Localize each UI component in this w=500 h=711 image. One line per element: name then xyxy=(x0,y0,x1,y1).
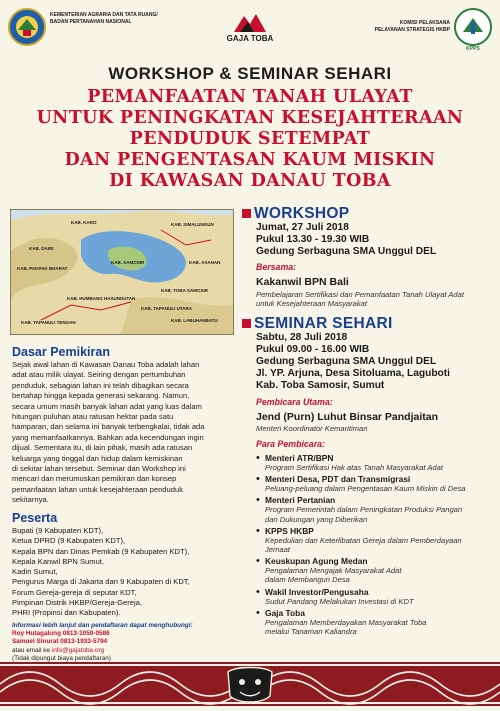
map-label-1: KAB. TAPANULI UTARA xyxy=(141,306,192,311)
bpn-logo-icon xyxy=(8,8,46,46)
speaker-desc: Pengalaman Mengajak Masyarakat Adat xyxy=(265,566,402,576)
speaker-desc: Sudut Pandang Melakukan Investasi di KDT xyxy=(265,596,414,606)
peserta-item: Kepala BPN dan Dinas Pemkab (9 Kabupaten KDT), xyxy=(12,546,190,556)
subtitle-line-3: PENDUDUK SETEMPAT xyxy=(129,129,371,149)
peserta-item: Pengurus Marga di Jakarta dan 9 Kabupaten di KDT, xyxy=(12,577,190,587)
contact-email-prefix: atau email ke xyxy=(12,646,52,654)
gaja-toba-logo-icon xyxy=(232,10,268,34)
workshop-desc-line: untuk Kesejahteraan Masyarakat xyxy=(256,299,368,309)
peserta-item: Bupati (9 Kabupaten KDT), xyxy=(12,526,104,535)
workshop-date: Jumat, 27 Juli 2018 xyxy=(256,222,349,233)
region-map xyxy=(10,209,234,335)
workshop-time: Pukul 13.30 - 19.30 WIB xyxy=(256,234,370,245)
speaker-desc: Pengalaman Memberdayakan Masyarakat Toba xyxy=(265,617,427,627)
seminar-address-2: Kab. Toba Samosir, Sumut xyxy=(256,380,385,391)
peserta-list xyxy=(12,526,244,619)
right-org-text xyxy=(340,20,450,33)
dasar-line: Sejak awal lahan di Kawasan Danau Toba adalah lahan xyxy=(12,360,200,369)
speaker-item xyxy=(256,608,496,636)
map-label-7: KAB. DAIRI xyxy=(29,246,54,251)
speaker-item xyxy=(256,556,496,584)
dasar-line: yang memanfaatkannya. Bahkan ada kecendungan ingin xyxy=(12,432,204,442)
workshop-desc-line: Pembelajaran Sertifikasi dan Pemanfaatan Tanah Ulayat Adat xyxy=(256,290,464,299)
peserta-item: PHRI (Propinsi dan Kabupaten). xyxy=(12,608,121,618)
left-org-text xyxy=(50,12,170,25)
subtitle-line-5: DI KAWASAN DANAU TOBA xyxy=(109,171,391,191)
right-org-line-2: PELAYANAN STRATEGIS HKBP xyxy=(374,26,450,33)
dasar-body xyxy=(12,360,244,506)
pembicara-utama-label: Pembicara Utama: xyxy=(256,397,333,407)
map-label-8: KAB. PAKPAK BHARAT xyxy=(17,266,68,271)
seminar-address-1: Jl. YP. Arjuna, Desa Sitoluama, Laguboti xyxy=(256,368,450,379)
speaker-item xyxy=(256,526,496,554)
speaker-name: • Keuskupan Agung Medan xyxy=(265,556,368,567)
speaker-name: • Gaja Toba xyxy=(265,607,305,618)
contact-intro: Informasi lebih lanjut dan pendaftaran dapat menghubungi: xyxy=(12,622,193,629)
contact-info xyxy=(12,622,244,663)
speaker-list xyxy=(256,453,496,638)
map-label-11: KAB. LABUHANBATU xyxy=(171,318,218,323)
speaker-item xyxy=(256,453,496,472)
speaker-desc: dalam Membangun Desa xyxy=(265,575,350,585)
peserta-item: Pimpinan Distrik HKBP/Gereja-Gereja, xyxy=(12,598,142,608)
speaker-name: • Wakil Investor/Pengusaha xyxy=(265,586,369,597)
peserta-item: Ketua DPRD (9 Kabupaten KDT), xyxy=(12,536,126,546)
subtitle-line-4: DAN PENGENTASAN KAUM MISKIN xyxy=(64,150,436,170)
dasar-line: penduduk, sebagian lahan ini telah dibagikan secara xyxy=(12,380,189,390)
peserta-heading: Peserta xyxy=(12,511,58,525)
contact-email-link[interactable]: info@gajatoba.org xyxy=(51,646,105,654)
batak-ornament-footer xyxy=(0,662,500,706)
speaker-desc: Program Pemerintah dalam Peningkatan Produksi Pangan xyxy=(265,505,463,515)
dasar-line: keluarga yang tinggal dan hidup dalam kemiskinan xyxy=(12,453,183,463)
speaker-name: • Menteri Pertanian xyxy=(265,495,336,506)
speaker-desc: Jemaat xyxy=(265,545,290,555)
left-org-line-2: BADAN PERTANAHAN NASIONAL xyxy=(50,18,132,25)
right-org-line-1: KOMISI PELAKSANA xyxy=(399,20,450,26)
seminar-venue: Gedung Serbaguna SMA Unggul DEL xyxy=(256,356,437,367)
dasar-line: dijual. Sementara itu, di lain pihak, masih ada ratusan xyxy=(12,443,193,453)
map-label-5: KAB. HUMBANG HASUNDUTAN xyxy=(67,296,136,301)
dasar-line: mencari dan merumuskan pemikiran dan konsep xyxy=(12,474,177,484)
dasar-line: pemanfaatan lahan untuk kesejahteraan penduduk xyxy=(12,484,183,494)
dasar-line: di sekitar lahan tersebut. Seminar dan Workshop ini xyxy=(12,464,186,474)
speaker-desc: Program Sertifikasi Hak atas Tanah Masyarakat Adat xyxy=(265,463,443,472)
para-pembicara-label: Para Pembicara: xyxy=(256,439,325,449)
dasar-line: bertahap hingga kepada generasi sekarang. Namun, xyxy=(12,391,190,401)
red-square-bullet-icon xyxy=(242,209,251,218)
seminar-details xyxy=(256,332,496,392)
red-square-bullet-icon xyxy=(242,319,251,328)
map-graphic xyxy=(11,210,233,334)
speaker-name: • Menteri ATR/BPN xyxy=(265,453,334,463)
seminar-time: Pukul 09.00 - 16.00 WIB xyxy=(256,344,370,355)
contact-email-line xyxy=(12,647,244,655)
map-label-10: KAB. ASAHAN xyxy=(189,260,221,265)
subtitle-line-2: UNTUK PENINGKATAN KESEJAHTERAAN xyxy=(36,108,464,128)
dasar-line: adat atau milik ulayat. Seiring dengan pertumbuhan xyxy=(12,370,186,380)
map-label-2: KAB. SAMOSIR xyxy=(111,260,145,265)
event-title: WORKSHOP & SEMINAR SEHARI xyxy=(108,64,392,83)
gaja-toba-logo-text: GAJA TOBA xyxy=(226,34,274,43)
dasar-line: hitungan puluhan atau ratusan hektar pada satu xyxy=(12,412,174,422)
speaker-desc: melalui Tanaman Kaliandra xyxy=(265,627,357,637)
peserta-item: Kepala Kanwil BPN Sumut, xyxy=(12,556,105,566)
keynote-speaker-title: Menteri Koordinator Kemaritiman xyxy=(256,424,368,433)
dasar-heading: Dasar Pemikiran xyxy=(12,345,110,359)
dasar-line: hamparan, dan selama ini banyak terbengkalai, tidak ada xyxy=(12,422,205,432)
left-org-line-1: KEMENTERIAN AGRARIA DAN TATA RUANG/ xyxy=(50,12,158,18)
contact-person-1: Roy Hutagalung 0813-1050-0586 xyxy=(12,630,110,638)
map-label-3: KAB. SIMALUNGUN xyxy=(171,222,214,227)
map-label-6: KAB. KARO xyxy=(71,220,97,225)
dasar-line: sekitarnya. xyxy=(12,495,49,505)
speaker-item xyxy=(256,587,496,606)
workshop-speaker: Kakanwil BPN Bali xyxy=(256,276,349,288)
peserta-item: Kadin Sumut, xyxy=(12,567,58,577)
workshop-speaker-desc xyxy=(256,290,496,309)
speaker-name: • KPPS HKBP xyxy=(265,525,314,536)
speaker-desc: Kepedulian dan Keterlibatan Gereja dalam Pemberdayaan xyxy=(265,535,462,545)
kpps-logo-text: KPPS xyxy=(466,46,480,52)
contact-note: (Tidak dipungut biaya pendaftaran) xyxy=(12,654,111,662)
speaker-desc: Peluang-peluang dalam Pengentasan Kaum Miskin di Desa xyxy=(265,484,466,494)
kpps-logo-icon xyxy=(454,8,492,46)
speaker-item xyxy=(256,474,496,493)
seminar-heading-text: SEMINAR SEHARI xyxy=(254,315,393,332)
ornament-pattern-icon xyxy=(0,662,500,706)
workshop-heading xyxy=(242,205,349,223)
subtitle-line-1: PEMANFAATAN TANAH ULAYAT xyxy=(87,87,413,107)
seminar-date: Sabtu, 28 Juli 2018 xyxy=(256,332,348,343)
workshop-venue: Gedung Serbaguna SMA Unggul DEL xyxy=(256,246,437,257)
speaker-item xyxy=(256,495,496,523)
workshop-details xyxy=(256,222,496,258)
header xyxy=(0,0,500,60)
peserta-item: Forum Gereja-gereja di seputar KDT, xyxy=(12,587,137,597)
speaker-desc: dan Dukungan yang Diberikan xyxy=(265,514,368,524)
map-label-9: KAB. TAPANULI TENGAH xyxy=(21,320,76,325)
map-label-4: KAB. TOBA SAMOSIR xyxy=(161,288,209,293)
dasar-line: secara umum masih banyak lahan adat yang luas dalam xyxy=(12,401,202,411)
seminar-heading xyxy=(242,315,393,333)
workshop-heading-text: WORKSHOP xyxy=(254,205,350,222)
contact-person-2: Samuel Sinurat 0813-1933-5794 xyxy=(12,638,108,646)
keynote-speaker-name: Jend (Purn) Luhut Binsar Pandjaitan xyxy=(256,411,439,423)
speaker-name: • Menteri Desa, PDT dan Transmigrasi xyxy=(265,474,411,485)
workshop-bersama-label: Bersama: xyxy=(256,262,297,272)
